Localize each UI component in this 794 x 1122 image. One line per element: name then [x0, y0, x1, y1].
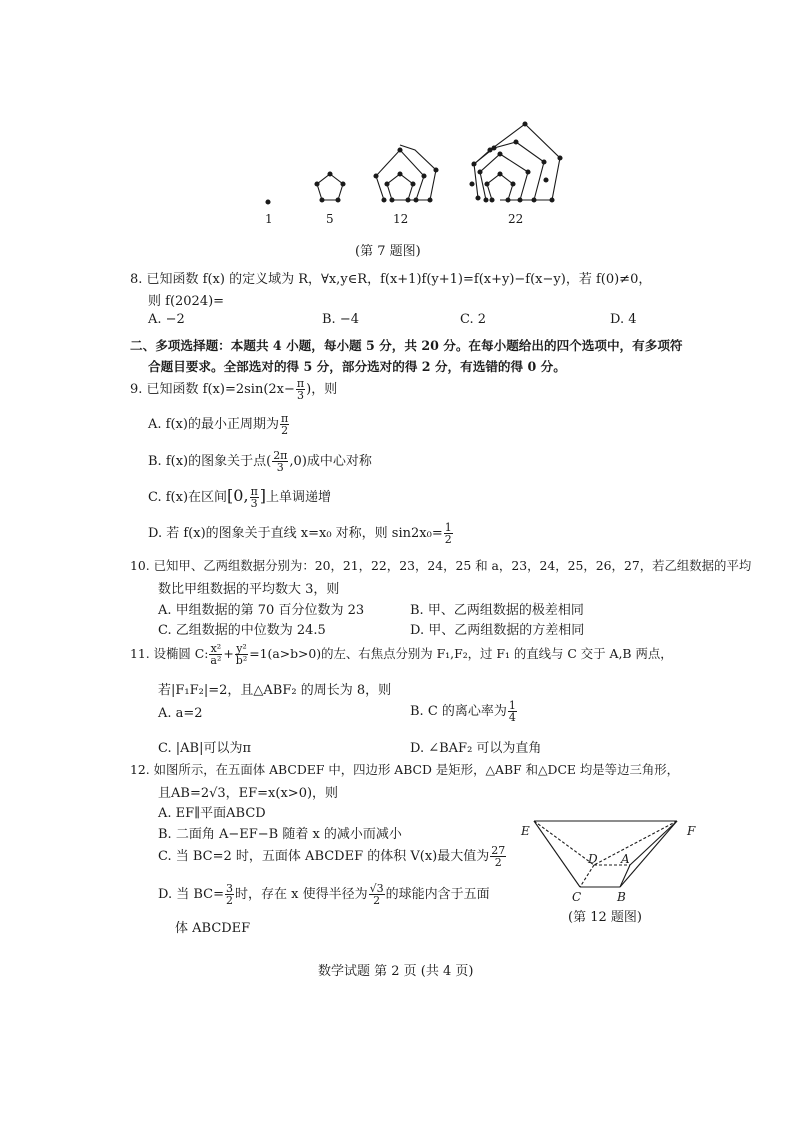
q12-option-d-num2: √3	[369, 882, 384, 895]
fig12-label-f: F	[687, 824, 696, 838]
q11-option-b	[410, 700, 518, 723]
section2-heading-line2: 合题目要求。全部选对的得 5 分，部分选对的得 2 分，有选错的得 0 分。	[148, 359, 566, 374]
q9-option-d-text: D. 若 f(x)的图象关于直线 x=x₀ 对称，则 sin2x₀=	[148, 526, 443, 541]
q11-option-c: C. |AB|可以为π	[158, 741, 251, 756]
q11-frac-y-den: b²	[235, 654, 248, 667]
edge-fd-dashed	[594, 821, 677, 865]
q9-option-a	[148, 413, 290, 436]
q12-option-b: B. 二面角 A−EF−B 随着 x 的减小而减小	[158, 827, 402, 842]
q9-option-d-num: 1	[444, 521, 452, 534]
edge-ba	[620, 865, 630, 887]
q9-option-b-text-a: B. f(x)的图象关于点(	[148, 454, 272, 469]
q12-option-c-text: C. 当 BC=2 时，五面体 ABCDEF 的体积 V(x)最大值为	[158, 849, 490, 864]
pentagon-12	[376, 145, 436, 200]
q12-option-d-line2: 体 ABCDEF	[175, 921, 251, 936]
q9-option-b-fraction	[272, 450, 288, 473]
fig7-label-22: 22	[508, 212, 524, 226]
fig7-label-1: 1	[265, 212, 273, 226]
q8-option-a: A. −2	[148, 312, 185, 327]
q12-option-d-text-c: 的球能内含于五面	[385, 887, 490, 902]
fig12-label-a: A	[621, 852, 630, 866]
q8-option-d: D. 4	[610, 312, 637, 327]
edge-fa	[630, 821, 677, 865]
q9-option-c-text-a: C. f(x)在区间	[148, 490, 228, 505]
q8-option-c: C. 2	[460, 312, 487, 327]
q9-option-a-num: π	[280, 412, 289, 425]
q9-option-a-fraction	[280, 413, 289, 436]
q11-text-a: 11. 设椭圆 C:	[130, 646, 209, 661]
q12-option-d-den2: 2	[373, 894, 381, 907]
pentagon-5	[317, 174, 343, 200]
q11-plus: +	[223, 646, 234, 661]
q11-option-d: D. ∠BAF₂ 可以为直角	[410, 741, 542, 756]
q12-option-c-fraction	[490, 845, 506, 868]
pentagon-22	[472, 124, 560, 200]
figure-7-pentagonal-numbers	[250, 110, 580, 235]
q11-frac-y	[235, 643, 248, 666]
q12-option-c	[158, 845, 507, 868]
q9-option-c-num: π	[250, 485, 258, 498]
edge-ed-dashed	[534, 821, 594, 865]
q10-option-c: C. 乙组数据的中位数为 24.5	[158, 623, 326, 638]
fig12-label-e: E	[521, 824, 530, 838]
q9-stem-frac-num: π	[296, 377, 305, 390]
q9-stem-frac-den: 3	[297, 389, 304, 402]
fig12-label-b: B	[617, 890, 626, 904]
fig12-label-d: D	[588, 852, 598, 866]
q11-text-b: =1(a>b>0)的左、右焦点分别为 F₁,F₂，过 F₁ 的直线与 C 交于 A,B 两点，	[249, 646, 673, 661]
q9-option-c-interval-open: [0,	[227, 486, 249, 505]
q11-frac-x-den: a²	[210, 654, 222, 667]
q9-option-d-den: 2	[444, 533, 452, 546]
q11-frac-y-num: y²	[236, 642, 247, 655]
q9-stem-fraction	[296, 378, 305, 401]
q12-option-d-den1: 2	[226, 894, 233, 907]
q9-stem-text-b: )，则	[306, 382, 338, 397]
q12-option-d-fraction-2	[369, 883, 385, 906]
q9-stem-text-a: 9. 已知函数 f(x)=2sin(2x−	[130, 382, 295, 397]
q11-stem-line1	[130, 643, 673, 666]
q9-stem	[130, 378, 337, 401]
dot-1	[266, 200, 270, 204]
q12-option-d-fraction-1	[225, 883, 234, 906]
q9-option-a-den: 2	[281, 424, 289, 437]
q8-option-b: B. −4	[322, 312, 359, 327]
q9-option-c-fraction	[250, 486, 259, 509]
q12-option-d	[158, 883, 490, 906]
edge-dc-dashed	[580, 865, 594, 887]
q10-stem-line1: 10. 已知甲、乙两组数据分别为：20，21，22，23，24，25 和 a，23，24，25，26，27，若乙组数据的平均	[130, 558, 752, 573]
q12-option-c-num: 27	[491, 844, 506, 857]
fig7-caption: (第 7 题图)	[355, 244, 421, 259]
q9-option-b-text-b: ,0)成中心对称	[289, 454, 372, 469]
page-footer: 数学试题 第 2 页 (共 4 页)	[318, 964, 474, 979]
q8-stem-line1: 8. 已知函数 f(x) 的定义域为 R，∀x,y∈R，f(x+1)f(y+1)=f(x+y)−f(x−y)，若 f(0)≠0，	[130, 272, 652, 287]
fig7-label-12: 12	[393, 212, 409, 226]
q12-option-d-text-b: 时，存在 x 使得半径为	[235, 887, 368, 902]
q11-option-b-num: 1	[508, 699, 516, 712]
q10-option-a: A. 甲组数据的第 70 百分位数为 23	[158, 603, 365, 618]
q11-option-b-den: 4	[508, 711, 516, 724]
q9-option-b-num: 2π	[273, 449, 288, 462]
q10-option-b: B. 甲、乙两组数据的极差相同	[410, 603, 584, 618]
q12-option-d-num1: 3	[226, 882, 233, 895]
q10-option-d: D. 甲、乙两组数据的方差相同	[410, 623, 585, 638]
fig12-caption: (第 12 题图)	[568, 910, 642, 925]
fig7-label-5: 5	[326, 212, 334, 226]
section2-heading-line1: 二、多项选择题：本题共 4 小题，每小题 5 分，共 20 分。在每小题给出的四个选项中，有多项符	[130, 338, 683, 353]
q11-frac-x-num: x²	[210, 642, 222, 655]
q9-option-c	[148, 486, 331, 509]
q9-option-d-fraction	[444, 522, 453, 545]
q9-option-a-text: A. f(x)的最小正周期为	[148, 417, 279, 432]
q12-stem-line1: 12. 如图所示，在五面体 ABCDEF 中，四边形 ABCD 是矩形，△ABF 和△DCE 均是等边三角形，	[130, 762, 680, 777]
q12-option-a: A. EF∥平面ABCD	[158, 806, 266, 821]
q8-stem-line2: 则 f(2024)=	[148, 294, 225, 309]
q11-frac-x	[209, 643, 222, 666]
q9-option-c-den: 3	[250, 497, 258, 510]
q11-option-a: A. a=2	[158, 706, 203, 721]
edge-ec	[534, 821, 580, 887]
q12-option-c-den: 2	[494, 856, 502, 869]
q10-stem-line2: 数比甲组数据的平均数大 3，则	[158, 582, 340, 597]
q12-option-d-text-a: D. 当 BC=	[158, 887, 224, 902]
q9-option-c-interval-close: ]	[259, 486, 267, 505]
q12-stem-line2: 且AB=2√3，EF=x(x>0)，则	[158, 786, 339, 801]
q9-option-b-den: 3	[276, 461, 284, 474]
q9-option-b	[148, 450, 372, 473]
q11-stem-line2: 若|F₁F₂|=2，且△ABF₂ 的周长为 8，则	[158, 683, 392, 698]
q11-option-b-fraction	[508, 700, 517, 723]
q9-option-d	[148, 522, 454, 545]
q9-option-c-text-b: 上单调递增	[266, 490, 332, 505]
q11-option-b-text: B. C 的离心率为	[410, 704, 507, 719]
fig12-label-c: C	[572, 890, 582, 904]
